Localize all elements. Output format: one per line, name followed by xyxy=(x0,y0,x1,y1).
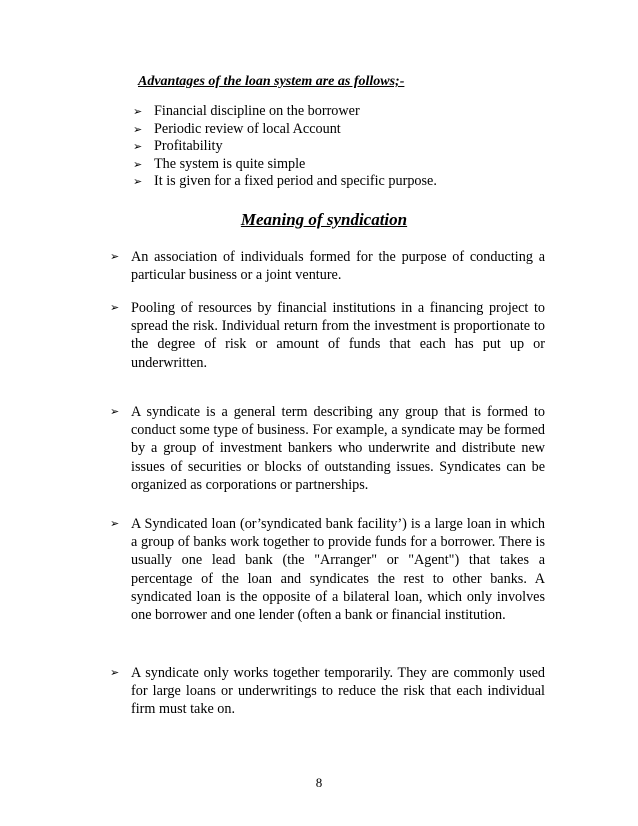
section-title xyxy=(0,210,638,230)
paragraph-text: Pooling of resources by financial institutions in a financing project to spread the risk. Individual return from the investment is proportionate to the degree of risk or amount of funds that each has put up or underwritten. xyxy=(131,300,545,371)
arrow-bullet-icon: ➢ xyxy=(133,122,143,136)
paragraph-text: A Syndicated loan (or’syndicated bank facility’) is a large loan in which a group of banks work together to provide funds for a borrower. There is usually one lead bank (the "Arranger" or "Agent") that takes a percentage of the loan and syndicates the rest to other banks. A syndicated loan is the opposite of a bilateral loan, which only involves one borrower and one lender (often a bank or financial institution. xyxy=(131,516,545,624)
paragraph-text: A syndicate is a general term describing any group that is formed to conduct some type of business. For example, a syndicate may be formed by a group of investment bankers who underwrite and distribute new issues of securities or blocks of outstanding issues. Syndicates can be organized as corporations or partnerships. xyxy=(131,404,545,493)
paragraph-text: An association of individuals formed for the purpose of conducting a particular business or a joint venture. xyxy=(131,249,545,284)
advantages-heading: Advantages of the loan system are as follows;- xyxy=(138,74,405,89)
arrow-bullet-icon: ➢ xyxy=(110,250,120,263)
arrow-bullet-icon: ➢ xyxy=(110,405,120,418)
list-item-text: It is given for a fixed period and specific purpose. xyxy=(154,173,437,189)
page-number: 8 xyxy=(315,775,323,790)
arrow-bullet-icon: ➢ xyxy=(133,105,143,118)
list-item xyxy=(133,138,437,156)
list-item xyxy=(133,121,437,139)
syndication-paragraph xyxy=(110,664,545,719)
section-title-text: Meaning of syndication xyxy=(240,210,408,229)
list-item xyxy=(133,173,437,191)
list-item-text: Periodic review of local Account xyxy=(154,120,341,137)
syndication-paragraph xyxy=(110,299,545,372)
arrow-bullet-icon: ➢ xyxy=(110,301,120,314)
list-item-text: Profitability xyxy=(154,138,223,154)
syndication-paragraph xyxy=(110,403,545,494)
arrow-bullet-icon: ➢ xyxy=(133,157,143,171)
arrow-bullet-icon: ➢ xyxy=(133,140,143,153)
list-item-text: The system is quite simple xyxy=(154,155,306,172)
list-item xyxy=(133,103,437,121)
arrow-bullet-icon: ➢ xyxy=(110,666,120,679)
syndication-paragraph xyxy=(110,248,545,284)
paragraph-text: A syndicate only works together temporarily. They are commonly used for large loans or underwritings to reduce the risk that each individual firm must take on. xyxy=(131,665,545,718)
arrow-bullet-icon: ➢ xyxy=(133,175,143,188)
list-item-text: Financial discipline on the borrower xyxy=(154,103,360,119)
advantages-list xyxy=(133,103,437,191)
syndication-paragraph xyxy=(110,515,545,624)
arrow-bullet-icon: ➢ xyxy=(110,517,120,530)
list-item xyxy=(133,156,437,174)
